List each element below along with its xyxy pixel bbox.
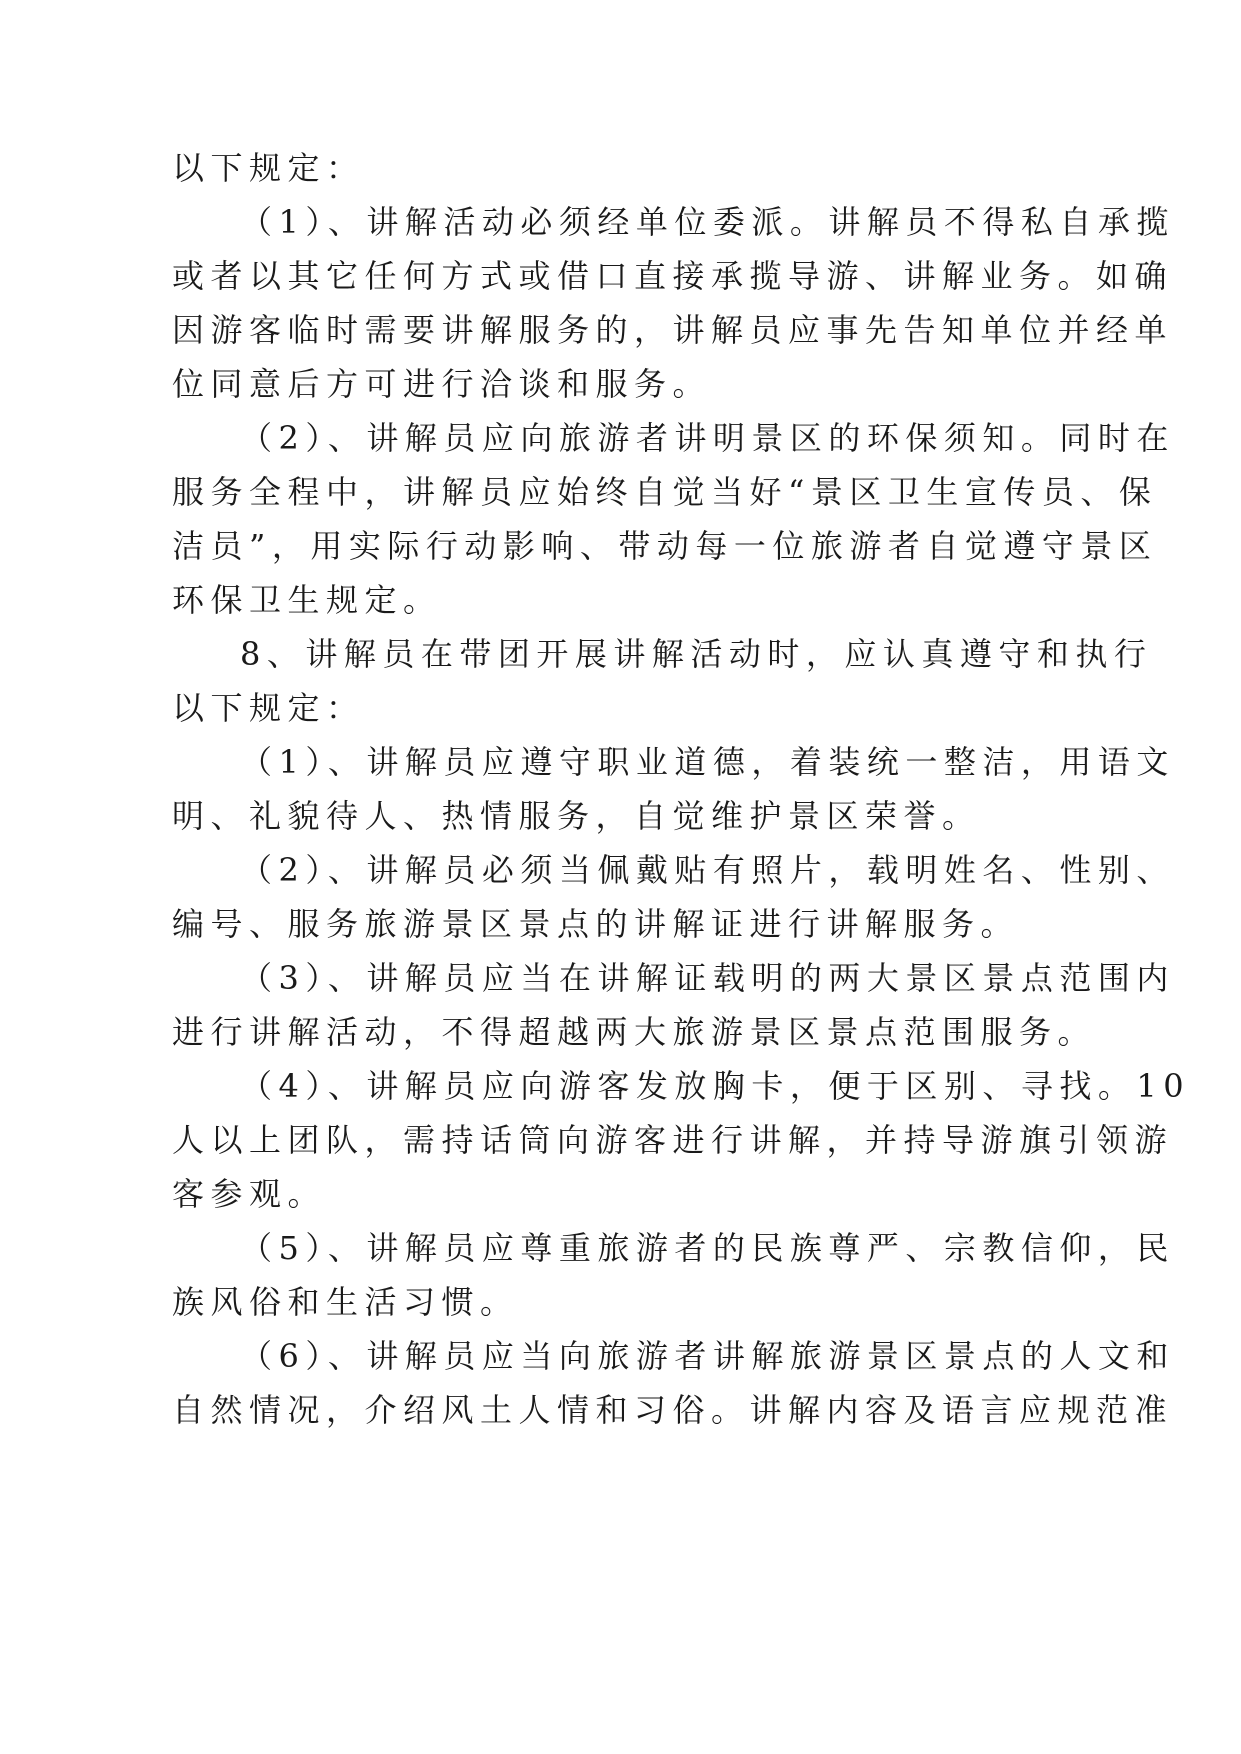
text-line: 8、讲解员在带团开展讲解活动时，应认真遵守和执行 [240, 635, 1153, 673]
text-line: （1）、讲解员应遵守职业道德，着装统一整洁，用语文 [240, 743, 1175, 781]
text-line: 环保卫生规定。 [172, 581, 442, 619]
text-line: （2）、讲解员必须当佩戴贴有照片，载明姓名、性别、 [240, 851, 1175, 889]
text-line: 或者以其它任何方式或借口直接承揽导游、讲解业务。如确 [172, 257, 1174, 295]
text-line: 以下规定： [172, 149, 365, 187]
text-line: 编号、服务旅游景区景点的讲解证进行讲解服务。 [172, 905, 1020, 943]
text-line: 明、礼貌待人、热情服务，自觉维护景区荣誉。 [172, 797, 981, 835]
text-line: 进行讲解活动，不得超越两大旅游景区景点范围服务。 [172, 1013, 1097, 1051]
text-line: 以下规定： [172, 689, 365, 727]
text-line: 客参观。 [172, 1175, 327, 1213]
text-line: （2）、讲解员应向旅游者讲明景区的环保须知。同时在 [240, 419, 1175, 457]
text-line: 自然情况，介绍风土人情和习俗。讲解内容及语言应规范准 [172, 1391, 1174, 1429]
text-line: 服务全程中，讲解员应始终自觉当好“景区卫生宣传员、保 [172, 473, 1158, 511]
text-line: （5）、讲解员应尊重旅游者的民族尊严、宗教信仰，民 [240, 1229, 1175, 1267]
text-line: （1）、讲解活动必须经单位委派。讲解员不得私自承揽 [240, 203, 1175, 241]
text-line: 人以上团队，需持话筒向游客进行讲解，并持导游旗引领游 [172, 1121, 1174, 1159]
text-line: （4）、讲解员应向游客发放胸卡，便于区别、寻找。10 [240, 1067, 1191, 1105]
text-line: 族风俗和生活习惯。 [172, 1283, 519, 1321]
text-line: （6）、讲解员应当向旅游者讲解旅游景区景点的人文和 [240, 1337, 1175, 1375]
text-line: 因游客临时需要讲解服务的，讲解员应事先告知单位并经单 [172, 311, 1174, 349]
text-line: （3）、讲解员应当在讲解证载明的两大景区景点范围内 [240, 959, 1175, 997]
text-line: 位同意后方可进行洽谈和服务。 [172, 365, 712, 403]
text-line: 洁员”，用实际行动影响、带动每一位旅游者自觉遵守景区 [172, 527, 1158, 565]
